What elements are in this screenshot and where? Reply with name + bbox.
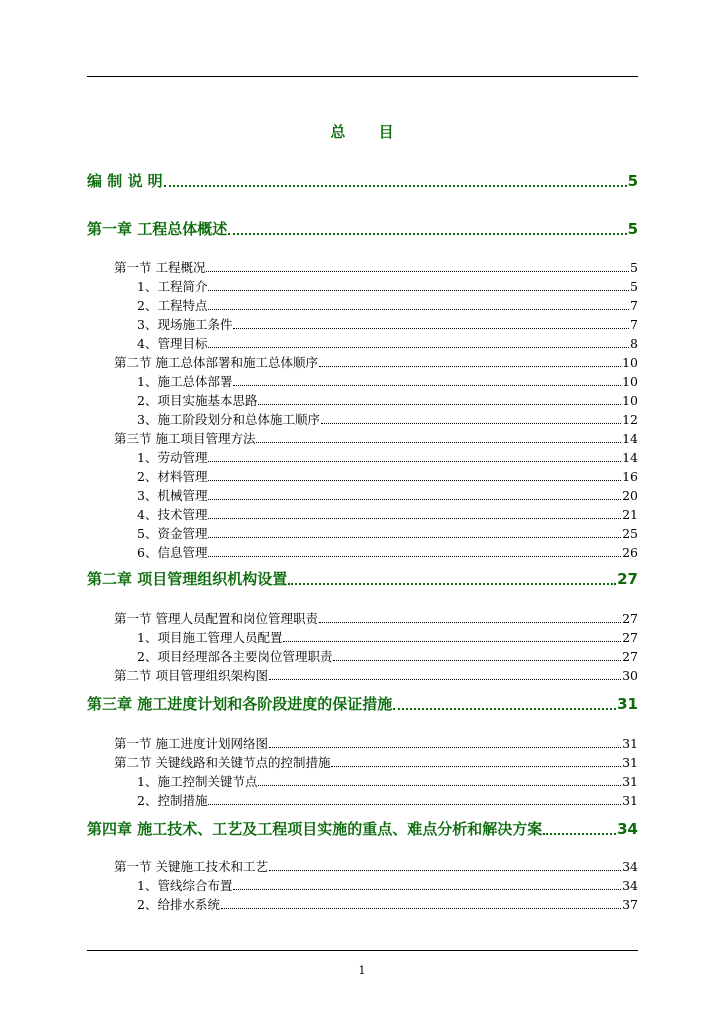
toc-entry-label: 第二节 项目管理组织架构图 xyxy=(114,668,268,683)
dot-leader xyxy=(258,404,621,405)
toc-entry-page: 12 xyxy=(622,412,638,427)
dot-leader xyxy=(269,679,621,680)
toc-item[interactable] xyxy=(137,876,638,894)
toc-section[interactable] xyxy=(114,734,638,752)
dot-leader xyxy=(208,309,629,310)
dot-leader xyxy=(269,747,621,748)
dot-leader xyxy=(208,556,621,557)
dot-leader xyxy=(319,366,621,367)
toc-item[interactable] xyxy=(137,524,638,542)
toc-item[interactable] xyxy=(137,334,638,352)
toc-entry-label: 2、项目实施基本思路 xyxy=(137,393,258,408)
dot-leader xyxy=(233,889,621,890)
dot-leader xyxy=(258,785,621,786)
toc-entry-label: 2、工程特点 xyxy=(137,298,208,313)
toc-entry-page: 16 xyxy=(622,469,638,484)
page-title: 总 目 xyxy=(330,123,408,141)
toc-chapter[interactable] xyxy=(87,568,638,590)
toc-item[interactable] xyxy=(137,372,638,390)
toc-entry-page: 5 xyxy=(630,260,638,275)
dot-leader xyxy=(543,833,616,835)
toc-chapter[interactable] xyxy=(87,170,638,192)
toc-entry-page: 34 xyxy=(622,878,638,893)
toc-section[interactable] xyxy=(114,753,638,771)
dot-leader xyxy=(256,442,621,443)
toc-entry-page: 27 xyxy=(617,570,638,588)
toc-entry-label: 第一节 施工进度计划网络图 xyxy=(114,736,268,751)
toc-entry-page: 34 xyxy=(622,859,638,874)
toc-entry-label: 6、信息管理 xyxy=(137,545,208,560)
toc-entry-page: 8 xyxy=(630,336,638,351)
toc-section[interactable] xyxy=(114,609,638,627)
footer-rule xyxy=(87,950,638,951)
toc-item[interactable] xyxy=(137,543,638,561)
toc-entry-label: 编 制 说 明 xyxy=(87,172,163,190)
toc-item[interactable] xyxy=(137,315,638,333)
toc-entry-page: 37 xyxy=(622,897,638,912)
toc-entry-label: 1、施工总体部署 xyxy=(137,374,233,389)
toc-entry-label: 4、技术管理 xyxy=(137,507,208,522)
dot-leader xyxy=(269,870,621,871)
toc-entry-label: 1、施工控制关键节点 xyxy=(137,774,258,789)
dot-leader xyxy=(208,537,621,538)
toc-entry-label: 第四章 施工技术、工艺及工程项目实施的重点、难点分析和解决方案 xyxy=(87,820,543,838)
toc-entry-label: 1、管线综合布置 xyxy=(137,878,233,893)
toc-item[interactable] xyxy=(137,410,638,428)
toc-chapter[interactable] xyxy=(87,693,638,715)
toc-entry-page: 34 xyxy=(617,820,638,838)
dot-leader xyxy=(208,347,629,348)
toc-entry-label: 第三章 施工进度计划和各阶段进度的保证措施 xyxy=(87,695,393,713)
toc-entry-label: 3、现场施工条件 xyxy=(137,317,233,332)
toc-entry-label: 第三节 施工项目管理方法 xyxy=(114,431,256,446)
toc-section[interactable] xyxy=(114,857,638,875)
toc-entry-label: 1、劳动管理 xyxy=(137,450,208,465)
toc-item[interactable] xyxy=(137,296,638,314)
dot-leader xyxy=(208,461,621,462)
toc-entry-page: 27 xyxy=(622,630,638,645)
toc-item[interactable] xyxy=(137,448,638,466)
dot-leader xyxy=(208,480,621,481)
dot-leader xyxy=(206,271,629,272)
dot-leader xyxy=(333,660,621,661)
toc-entry-page: 7 xyxy=(630,317,638,332)
toc-entry-label: 第一节 工程概况 xyxy=(114,260,206,275)
toc-entry-page: 10 xyxy=(622,374,638,389)
dot-leader xyxy=(283,641,621,642)
toc-entry-label: 2、给排水系统 xyxy=(137,897,220,912)
toc-entry-label: 第二节 关键线路和关键节点的控制措施 xyxy=(114,755,331,770)
toc-item[interactable] xyxy=(137,505,638,523)
dot-leader xyxy=(233,328,629,329)
page-number: 1 xyxy=(358,964,366,977)
dot-leader xyxy=(221,908,621,909)
toc-entry-page: 14 xyxy=(622,450,638,465)
toc-entry-label: 第二章 项目管理组织机构设置 xyxy=(87,570,288,588)
toc-entry-page: 31 xyxy=(622,736,638,751)
toc-entry-page: 31 xyxy=(617,695,638,713)
toc-entry-label: 2、材料管理 xyxy=(137,469,208,484)
dot-leader xyxy=(208,804,621,805)
toc-item[interactable] xyxy=(137,647,638,665)
toc-entry-label: 5、资金管理 xyxy=(137,526,208,541)
toc-entry-page: 20 xyxy=(622,488,638,503)
toc-entry-page: 5 xyxy=(630,279,638,294)
toc-entry-label: 1、项目施工管理人员配置 xyxy=(137,630,283,645)
toc-entry-label: 2、项目经理部各主要岗位管理职责 xyxy=(137,649,333,664)
toc-item[interactable] xyxy=(137,486,638,504)
toc-item[interactable] xyxy=(137,277,638,295)
toc-entry-page: 27 xyxy=(622,649,638,664)
toc-item[interactable] xyxy=(137,628,638,646)
toc-section[interactable] xyxy=(114,429,638,447)
toc-entry-label: 3、机械管理 xyxy=(137,488,208,503)
toc-entry-page: 31 xyxy=(622,793,638,808)
toc-entry-label: 4、管理目标 xyxy=(137,336,208,351)
toc-section[interactable] xyxy=(114,258,638,276)
dot-leader xyxy=(321,423,621,424)
toc-section[interactable] xyxy=(114,666,638,684)
dot-leader xyxy=(331,766,621,767)
dot-leader xyxy=(228,233,626,235)
toc-item[interactable] xyxy=(137,791,638,809)
toc-entry-page: 31 xyxy=(622,774,638,789)
toc-item[interactable] xyxy=(137,772,638,790)
toc-entry-page: 10 xyxy=(622,355,638,370)
toc-entry-page: 5 xyxy=(627,220,638,238)
toc-chapter[interactable] xyxy=(87,218,638,240)
toc-chapter[interactable] xyxy=(87,818,638,840)
toc-entry-label: 3、施工阶段划分和总体施工顺序 xyxy=(137,412,320,427)
dot-leader xyxy=(208,290,629,291)
toc-entry-label: 1、工程简介 xyxy=(137,279,208,294)
dot-leader xyxy=(233,385,621,386)
toc-entry-page: 7 xyxy=(630,298,638,313)
dot-leader xyxy=(319,622,621,623)
toc-entry-page: 21 xyxy=(622,507,638,522)
toc-entry-page: 5 xyxy=(627,172,638,190)
toc-entry-page: 14 xyxy=(622,431,638,446)
toc-entry-page: 26 xyxy=(622,545,638,560)
dot-leader xyxy=(393,708,616,710)
toc-item[interactable] xyxy=(137,895,638,913)
toc-entry-page: 31 xyxy=(622,755,638,770)
toc-entry-page: 30 xyxy=(622,668,638,683)
toc-entry-label: 2、控制措施 xyxy=(137,793,208,808)
dot-leader xyxy=(208,499,621,500)
toc-entry-page: 27 xyxy=(622,611,638,626)
dot-leader xyxy=(208,518,621,519)
header-rule xyxy=(87,76,638,77)
toc-entry-label: 第二节 施工总体部署和施工总体顺序 xyxy=(114,355,318,370)
toc-section[interactable] xyxy=(114,353,638,371)
toc-entry-page: 10 xyxy=(622,393,638,408)
toc-entry-label: 第一节 管理人员配置和岗位管理职责 xyxy=(114,611,318,626)
dot-leader xyxy=(288,583,616,585)
toc-entry-label: 第一节 关键施工技术和工艺 xyxy=(114,859,268,874)
toc-entry-page: 25 xyxy=(622,526,638,541)
toc-item[interactable] xyxy=(137,391,638,409)
toc-entry-label: 第一章 工程总体概述 xyxy=(87,220,228,238)
dot-leader xyxy=(164,185,627,187)
toc-item[interactable] xyxy=(137,467,638,485)
